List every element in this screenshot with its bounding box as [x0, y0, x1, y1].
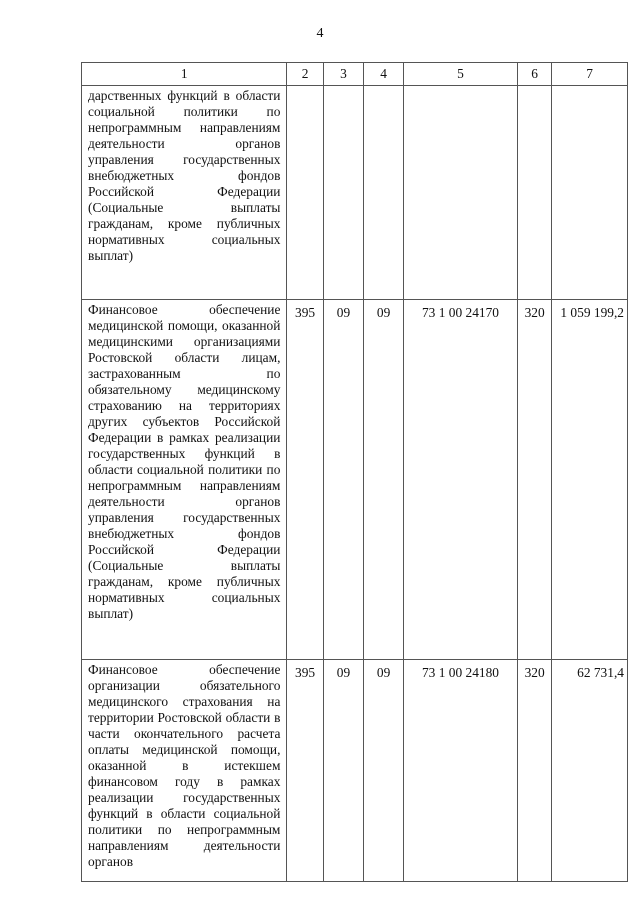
- cell-col7: 1 059 199,2: [552, 300, 628, 660]
- cell-col3: [323, 86, 364, 300]
- row-description: дарственных функций в области социальной политики по непрограммным направлениям деятельности органов управления государственных внебюджетных фондов Российской Федерации (Социальные выплаты гражданам, кроме публичных нормативных социальных выплат): [82, 86, 287, 300]
- row-description: Финансовое обеспечение организации обязательного медицинского страхования на территории Ростовской области в части окончательного расчета оплаты медицинской помощи, оказанной в истекшем финансовом году в рамках реализации государственных функций в области социальной политики по непрограммным направлениям деятельности органов: [82, 660, 287, 882]
- cell-col5: 73 1 00 24180: [403, 660, 517, 882]
- column-header: 7: [552, 63, 628, 86]
- column-header: 1: [82, 63, 287, 86]
- cell-col4: [364, 86, 404, 300]
- cell-col6: 320: [518, 300, 552, 660]
- cell-col6: [518, 86, 552, 300]
- table-row: [82, 300, 628, 660]
- row-description: Финансовое обеспечение медицинской помощи, оказанной медицинскими организациями Ростовской области лицам, застрахованным по обязательному медицинскому страхованию на территориях других субъектов Российской Федерации в рамках реализации государственных функций в области социальной политики по непрограммным направлениям деятельности органов управления государственных внебюджетных фондов Российской Федерации (Социальные выплаты гражданам, кроме публичных нормативных социальных выплат): [82, 300, 287, 660]
- cell-col5: 73 1 00 24170: [403, 300, 517, 660]
- cell-col5: [403, 86, 517, 300]
- cell-col2: 395: [287, 300, 323, 660]
- cell-col4: 09: [364, 660, 404, 882]
- cell-col7: [552, 86, 628, 300]
- column-header: 6: [518, 63, 552, 86]
- column-header: 2: [287, 63, 323, 86]
- cell-col3: 09: [323, 300, 364, 660]
- column-header: 5: [403, 63, 517, 86]
- header-row: [82, 63, 628, 86]
- column-header: 4: [364, 63, 404, 86]
- cell-col6: 320: [518, 660, 552, 882]
- cell-col4: 09: [364, 300, 404, 660]
- cell-col2: 395: [287, 660, 323, 882]
- budget-table: [81, 62, 628, 882]
- cell-col3: 09: [323, 660, 364, 882]
- cell-col7: 62 731,4: [552, 660, 628, 882]
- table-row: [82, 660, 628, 882]
- cell-col2: [287, 86, 323, 300]
- table-row: [82, 86, 628, 300]
- page-number: 4: [316, 26, 324, 41]
- column-header: 3: [323, 63, 364, 86]
